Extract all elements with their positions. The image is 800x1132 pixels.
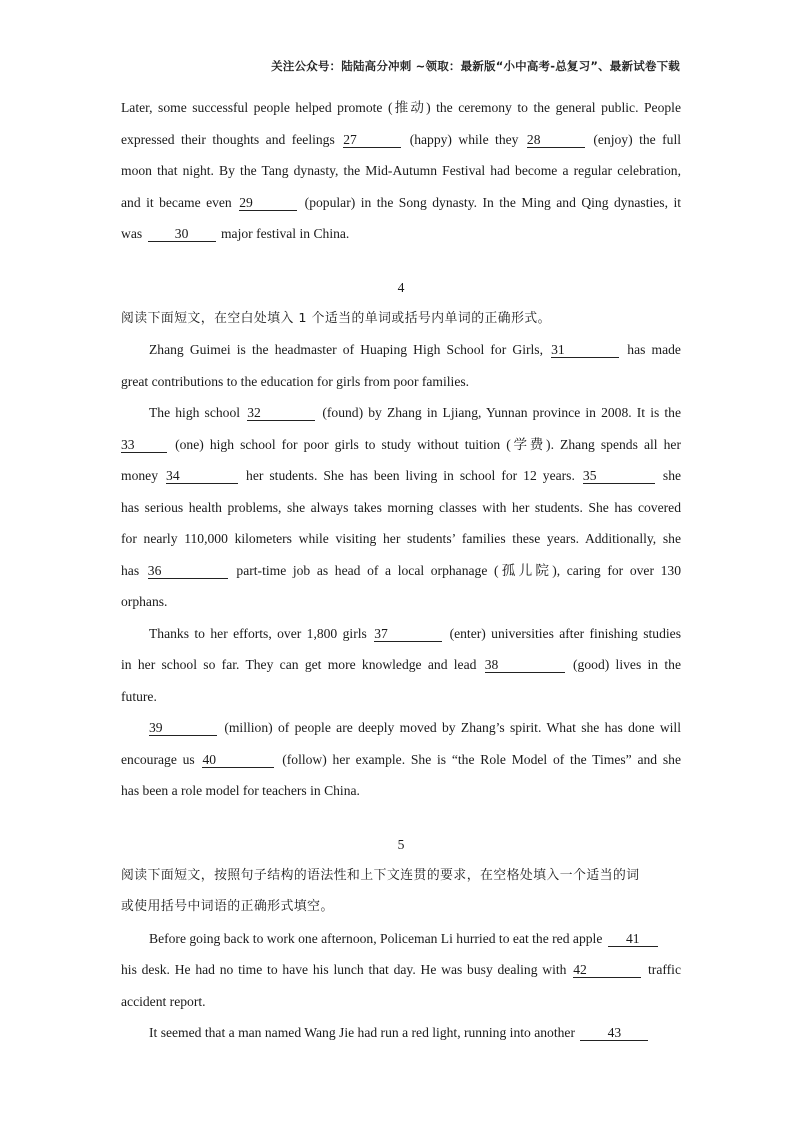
- text: traffic: [648, 962, 681, 977]
- blank-36[interactable]: 36: [148, 563, 228, 579]
- text: has made: [627, 342, 681, 357]
- text: for nearly 110,000 kilometers while visiting her students’ families these years. Additionally, she: [121, 531, 681, 546]
- text-line: [121, 492, 681, 524]
- instruction: 阅读下面短文，在空白处填入 1 个适当的单词或括号内单词的正确形式。: [121, 310, 551, 326]
- text: great contributions to the education for girls from poor families.: [121, 373, 470, 389]
- text: part-time job as head of a local orphanage (孤儿院), caring for over 130: [236, 562, 682, 578]
- text: (enter) universities after finishing studies: [449, 625, 681, 641]
- text-line: [121, 334, 681, 366]
- text-line: [121, 460, 681, 492]
- text: (enjoy) the full: [593, 131, 682, 147]
- instruction: 阅读下面短文，按照句子结构的语法性和上下文连贯的要求，在空格处填入一个适当的词: [121, 867, 640, 883]
- text: future.: [121, 688, 157, 704]
- blank-40[interactable]: 40: [202, 752, 274, 768]
- text: has been a role model for teachers in China.: [121, 783, 360, 798]
- text-line: [121, 775, 681, 807]
- text-line: [121, 1017, 681, 1049]
- text: has: [121, 562, 140, 578]
- text-line: [121, 954, 681, 986]
- text: in her school so far. They can get more knowledge and lead: [121, 657, 477, 672]
- section-5: [121, 829, 681, 1049]
- text: The high school: [149, 405, 241, 420]
- text: money: [121, 468, 158, 483]
- instruction: 或使用括号中词语的正确形式填空。: [121, 899, 334, 914]
- blank-42[interactable]: 42: [573, 962, 641, 978]
- text: Zhang Guimei is the headmaster of Huaping High School for Girls,: [149, 342, 543, 357]
- text: and it became even: [121, 194, 232, 210]
- text: major festival in China.: [220, 226, 350, 241]
- text-line: [121, 986, 681, 1018]
- section-number: 4: [397, 279, 405, 295]
- text: (million) of people are deeply moved by Zhang’s spirit. What she has done will: [224, 720, 681, 735]
- text-line: [121, 187, 681, 219]
- text-line: [121, 523, 681, 555]
- text-line: [121, 681, 681, 713]
- text: (found) by Zhang in Ljiang, Yunnan province in 2008. It is the: [322, 405, 682, 420]
- text: Later, some successful people helped promote (推动) the ceremony to the general public. People: [121, 100, 681, 115]
- blank-29[interactable]: 29: [239, 195, 297, 211]
- text-line: [121, 618, 681, 650]
- text: was: [121, 226, 143, 241]
- text: moon that night. By the Tang dynasty, the Mid-Autumn Festival had become a regular celebration,: [121, 163, 681, 178]
- passage-3: [121, 92, 681, 250]
- page-header: 关注公众号：陆陆高分冲刺 ~领取：最新版“小中高考-总复习”、最新试卷下载: [271, 59, 680, 73]
- text: orphans.: [121, 594, 168, 609]
- section-4: [121, 272, 681, 807]
- blank-32[interactable]: 32: [247, 405, 315, 421]
- text: Thanks to her efforts, over 1,800 girls: [149, 625, 367, 641]
- blank-37[interactable]: 37: [374, 626, 442, 642]
- text: her students. She has been living in school for 12 years.: [246, 468, 575, 483]
- blank-34[interactable]: 34: [166, 468, 238, 484]
- text: (follow) her example. She is “the Role Model of the Times” and she: [282, 751, 681, 767]
- text: has serious health problems, she always takes morning classes with her students. She has covered: [121, 499, 681, 515]
- section-number: 5: [397, 836, 405, 852]
- blank-27[interactable]: 27: [343, 132, 401, 148]
- text-line: [121, 124, 681, 156]
- text: Before going back to work one afternoon, Policeman Li hurried to eat the red apple: [149, 930, 603, 946]
- text-line: [121, 366, 681, 398]
- text-line: [121, 712, 681, 744]
- blank-33[interactable]: 33: [121, 437, 167, 453]
- text: his desk. He had no time to have his lunch that day. He was busy dealing with: [121, 962, 567, 977]
- text: she: [662, 468, 682, 483]
- text-line: [121, 218, 681, 250]
- text-line: [121, 555, 681, 587]
- text: It seemed that a man named Wang Jie had run a red light, running into another: [149, 1025, 575, 1040]
- text: (popular) in the Song dynasty. In the Ming and Qing dynasties, it: [304, 194, 681, 210]
- blank-31[interactable]: 31: [551, 342, 619, 358]
- text-line: [121, 155, 681, 187]
- blank-38[interactable]: 38: [485, 657, 565, 673]
- text: accident report.: [121, 993, 206, 1009]
- text: expressed their thoughts and feelings: [121, 131, 335, 147]
- text-line: [121, 744, 681, 776]
- text: (happy) while they: [409, 131, 519, 147]
- text: encourage us: [121, 751, 195, 767]
- text-line: [121, 586, 681, 618]
- blank-28[interactable]: 28: [527, 132, 585, 148]
- blank-35[interactable]: 35: [583, 468, 655, 484]
- text: (one) high school for poor girls to study without tuition (学费). Zhang spends all her: [175, 436, 681, 452]
- text-line: [121, 649, 681, 681]
- blank-43[interactable]: 43: [580, 1025, 648, 1041]
- text-line: [121, 923, 681, 955]
- blank-39[interactable]: 39: [149, 720, 217, 736]
- text-line: [121, 429, 681, 461]
- text: (good) lives in the: [573, 657, 681, 672]
- document-body: [121, 92, 681, 1049]
- text-line: [121, 92, 681, 124]
- blank-30[interactable]: 30: [148, 226, 216, 242]
- blank-41[interactable]: 41: [608, 931, 658, 947]
- text-line: [121, 397, 681, 429]
